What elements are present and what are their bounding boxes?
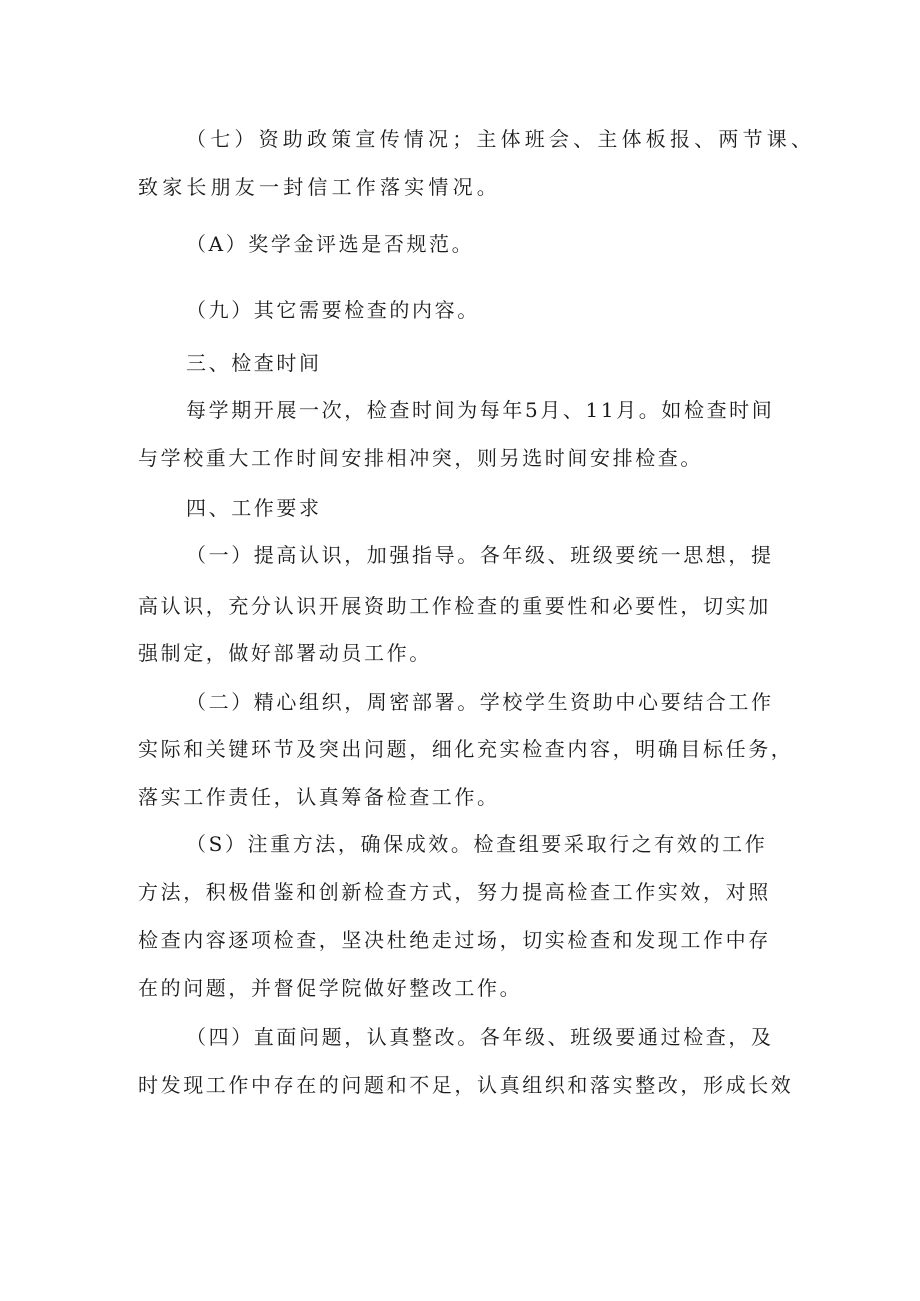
text-line: 方法，积极借鉴和创新检查方式，努力提高检查工作实效，对照: [138, 880, 771, 904]
text-line: 落实工作责任，认真筹备检查工作。: [138, 785, 500, 809]
text-line: 时发现工作中存在的问题和不足，认真组织和落实整改，形成长效: [138, 1073, 794, 1097]
text-line: （四）直面问题，认真整改。各年级、班级要通过检查，及: [186, 1025, 774, 1049]
text-line: 每学期开展一次，检查时间为每年5月、11月。如检查时间: [186, 398, 775, 422]
section-heading: 三、检查时间: [186, 351, 322, 375]
text-line: 与学校重大工作时间安排相冲突，则另选时间安排检查。: [138, 446, 703, 470]
text-line: 强制定，做好部署动员工作。: [138, 641, 432, 665]
text-line: （A）奖学金评选是否规范。: [186, 232, 475, 256]
text-line: 实际和关键环节及突出问题，细化充实检查内容，明确目标任务，: [138, 737, 794, 761]
text-line: 高认识，充分认识开展资助工作检查的重要性和必要性，切实加: [138, 594, 771, 618]
text-line: 致家长朋友一封信工作落实情况。: [138, 175, 501, 199]
text-line: （七）资助政策宣传情况；主体班会、主体板报、两节课、: [186, 127, 816, 151]
text-line: （S）注重方法，确保成效。检查组要采取行之有效的工作: [186, 832, 768, 856]
text-line: （一）提高认识，加强指导。各年级、班级要统一思想，提: [186, 543, 774, 567]
text-line: （九）其它需要检查的内容。: [186, 298, 480, 322]
text-line: 检查内容逐项检查，坚决杜绝走过场，切实检查和发现工作中存: [138, 928, 771, 952]
text-line: （二）精心组织，周密部署。学校学生资助中心要结合工作: [186, 690, 774, 714]
text-line: 在的问题，并督促学院做好整改工作。: [138, 976, 523, 1000]
section-heading: 四、工作要求: [186, 496, 322, 520]
